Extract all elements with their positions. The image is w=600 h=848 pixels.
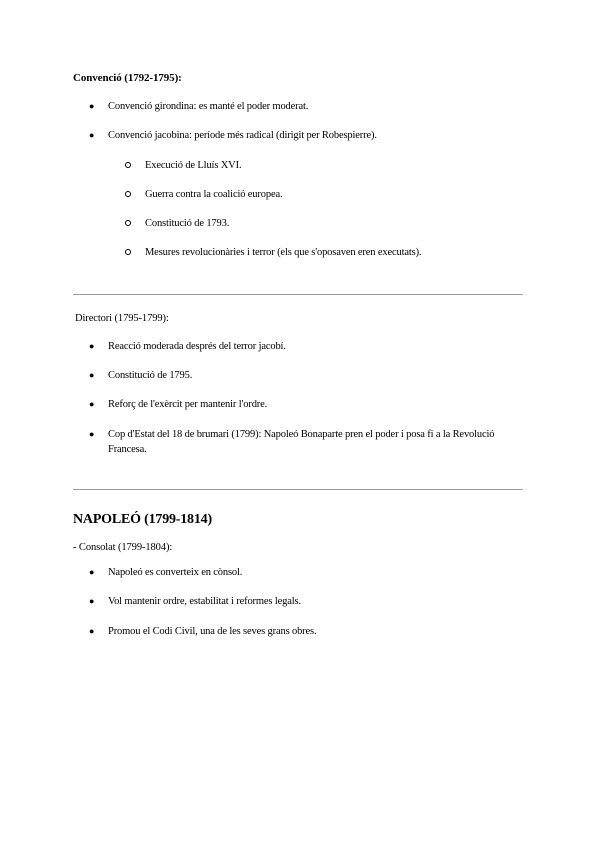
bullet-icon: ● [89, 130, 95, 140]
horizontal-divider [73, 294, 523, 295]
bullet-icon: ● [89, 429, 95, 439]
section-heading-convencio: Convenció (1792-1795): [73, 72, 182, 84]
hollow-bullet-icon [125, 220, 131, 226]
sub-list-item [145, 216, 525, 231]
list-item-text: Promou el Codi Civil, una de les seves grans obres. [108, 626, 317, 637]
horizontal-divider [73, 489, 523, 490]
list-item-text: Convenció girondina: es manté el poder moderat. [108, 101, 309, 112]
bullet-icon: ● [89, 626, 95, 636]
bullet-icon: ● [89, 567, 95, 577]
list-item-text: Reforç de l'exèrcit per mantenir l'ordre. [108, 399, 268, 410]
subsection-heading-consolat: - Consolat (1799-1804): [73, 542, 173, 553]
list-item [89, 594, 528, 609]
hollow-bullet-icon [125, 162, 131, 168]
sub-list-item [145, 187, 525, 202]
list-item-text: Napoleó es converteix en cònsol. [108, 567, 243, 578]
sub-list-item-text: Execució de Lluís XVI. [145, 160, 242, 171]
sub-list-item-text: Guerra contra la coalició europea. [145, 189, 283, 200]
list-item [89, 128, 528, 143]
hollow-bullet-icon [125, 191, 131, 197]
list-item-text: Constitució de 1795. [108, 370, 193, 381]
bullet-icon: ● [89, 101, 95, 111]
list-item [89, 565, 528, 580]
bullet-icon: ● [89, 399, 95, 409]
list-item [89, 427, 528, 457]
sub-list-item [145, 245, 535, 260]
sub-list-item-text: Constitució de 1793. [145, 218, 230, 229]
section-heading-napoleo: NAPOLEÓ (1799-1814) [73, 512, 212, 527]
section-heading-directori: Directori (1795-1799): [75, 313, 169, 324]
list-item-text: Convenció jacobina: període més radical (dirigit per Robespierre). [108, 130, 377, 141]
list-item [89, 99, 528, 114]
list-item [89, 368, 528, 383]
bullet-icon: ● [89, 341, 95, 351]
list-item [89, 624, 528, 639]
list-item [89, 339, 528, 354]
bullet-icon: ● [89, 596, 95, 606]
list-item-text: Vol mantenir ordre, estabilitat i reformes legals. [108, 596, 301, 607]
list-item-text: Reacció moderada després del terror jacobí. [108, 341, 286, 352]
list-item-text: Cop d'Estat del 18 de brumari (1799): Napoleó Bonaparte pren el poder i posa fi a la Revolució Francesa. [108, 429, 495, 455]
hollow-bullet-icon [125, 249, 131, 255]
sub-list-item-text: Mesures revolucionàries i terror (els que s'oposaven eren executats). [145, 247, 422, 258]
bullet-icon: ● [89, 370, 95, 380]
sub-list-item [145, 158, 525, 173]
list-item [89, 397, 528, 412]
